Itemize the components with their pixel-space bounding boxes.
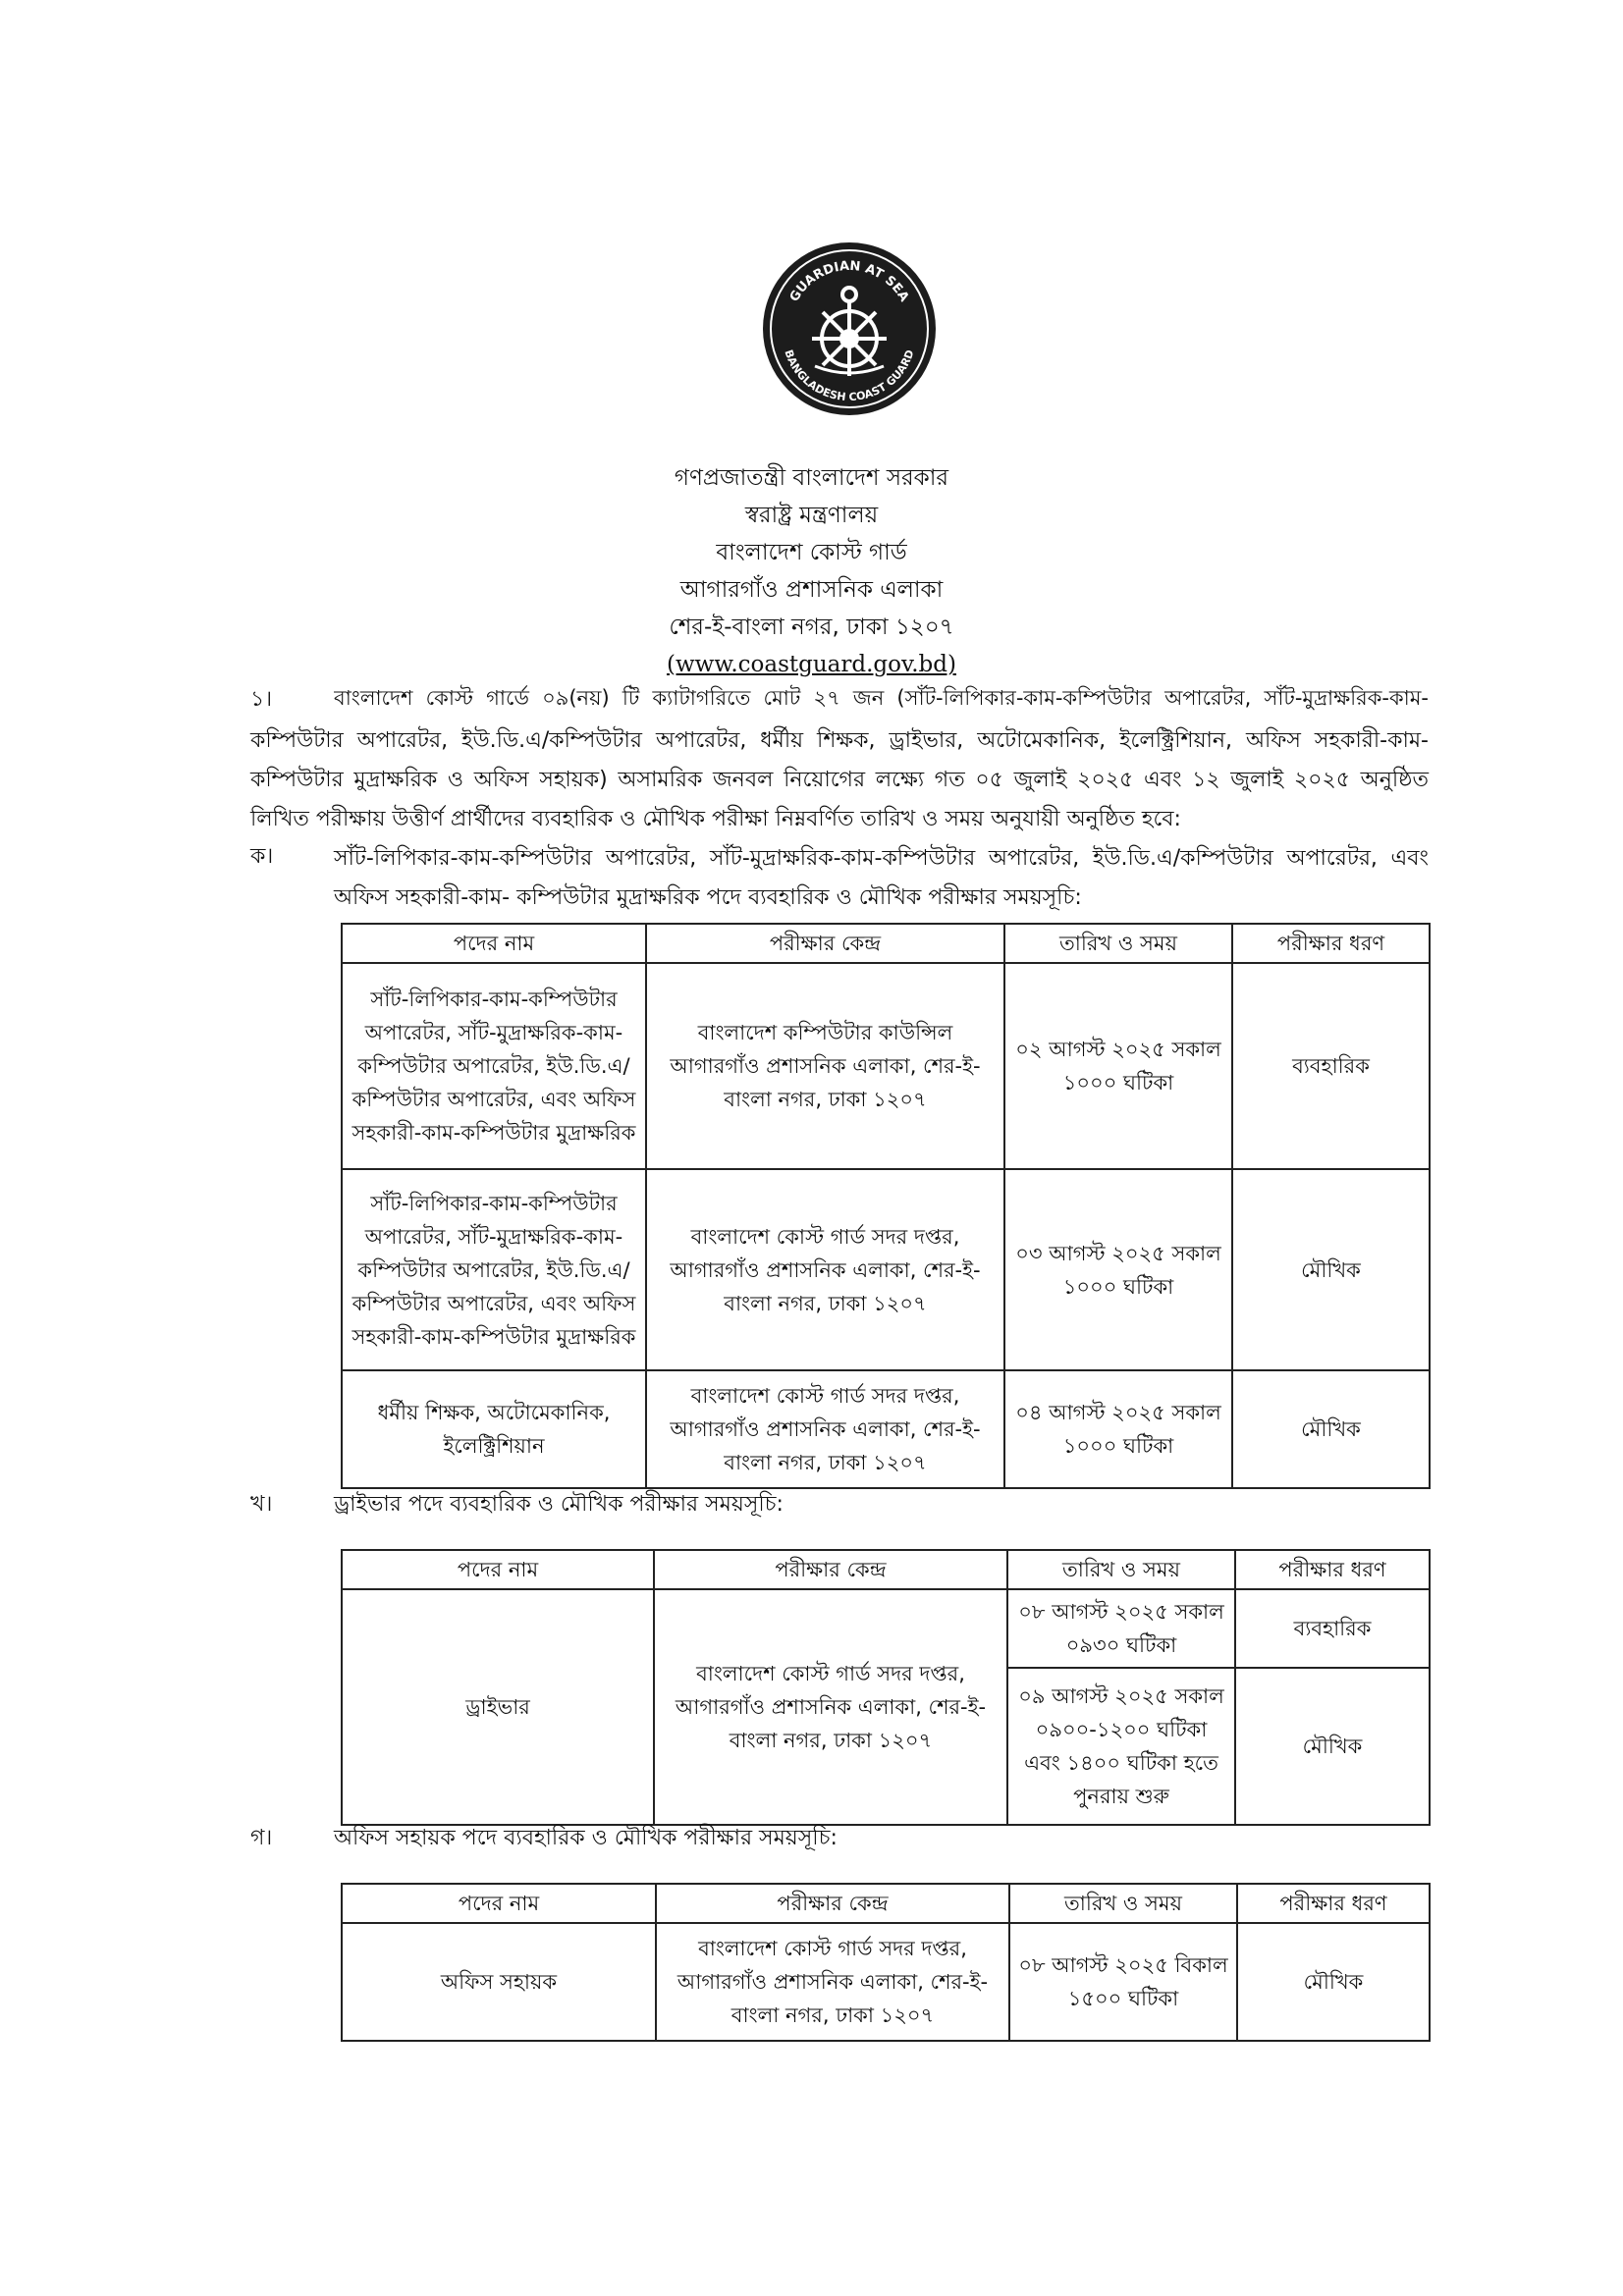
- cell-datetime: ০৩ আগস্ট ২০২৫ সকাল ১০০০ ঘটিকা: [1004, 1169, 1232, 1370]
- cell-type: মৌখিক: [1237, 1923, 1430, 2041]
- col-center: পরীক্ষার কেন্দ্র: [654, 1550, 1007, 1589]
- table-row: [342, 1589, 1430, 1668]
- table-row: [342, 1370, 1430, 1488]
- schedule-table-ka: [341, 923, 1431, 1489]
- section-kha-marker: খ।: [250, 1492, 273, 1517]
- cell-datetime: ০৮ আগস্ট ২০২৫ সকাল ০৯৩০ ঘটিকা: [1007, 1589, 1235, 1668]
- cell-type: মৌখিক: [1235, 1668, 1430, 1825]
- schedule-table-kha: [341, 1549, 1431, 1826]
- para1-marker: ১।: [250, 687, 273, 712]
- para1-body: কম্পিউটার অপারেটর, ইউ.ডি.এ/কম্পিউটার অপারেটর, ধর্মীয় শিক্ষক, ড্রাইভার, অটোমেকানিক, ইলেক্ট্রিশিয়ান, অফিস সহকারী-কাম-কম্পিউটার মুদ্রাক্ষরিক ও অফিস সহায়ক) অসামরিক জনবল নিয়োগের লক্ষ্যে গত ০৫ জুলাই ২০২৫ এবং ১২ জুলাই ২০২৫ অনুষ্ঠিত লিখিত পরীক্ষায় উত্তীর্ণ প্রার্থীদের ব্যবহারিক ও মৌখিক পরীক্ষা নিম্নবর্ণিত তারিখ ও সময় অনুযায়ী অনুষ্ঠিত হবে:: [250, 728, 1429, 831]
- cell-type: মৌখিক: [1232, 1370, 1430, 1488]
- ministry-name: স্বরাষ্ট্র মন্ত্রণালয়: [744, 503, 879, 528]
- col-datetime: তারিখ ও সময়: [1007, 1550, 1235, 1589]
- government-name: গণপ্রজাতন্ত্রী বাংলাদেশ সরকার: [674, 465, 949, 491]
- table-header-row: [342, 1884, 1430, 1923]
- cell-center: বাংলাদেশ কোস্ট গার্ড সদর দপ্তর, আগারগাঁও প্রশাসনিক এলাকা, শের-ই-বাংলা নগর, ঢাকা ১২০৭: [646, 1370, 1004, 1488]
- address-line-2: শের-ই-বাংলা নগর, ঢাকা ১২০৭: [669, 614, 954, 640]
- logo-top-text: GUARDIAN AT SEA: [786, 258, 912, 305]
- organization-name: বাংলাদেশ কোস্ট গার্ড: [716, 540, 907, 565]
- table-header-row: [342, 1550, 1430, 1589]
- cell-post: ড্রাইভার: [342, 1589, 654, 1825]
- cell-post: ধর্মীয় শিক্ষক, অটোমেকানিক, ইলেক্ট্রিশিয়ান: [342, 1370, 646, 1488]
- table-row: [342, 963, 1430, 1169]
- table-row: [342, 1169, 1430, 1370]
- col-type: পরীক্ষার ধরণ: [1237, 1884, 1430, 1923]
- col-center: পরীক্ষার কেন্দ্র: [656, 1884, 1009, 1923]
- coast-guard-logo: [761, 240, 938, 417]
- section-ka-marker: ক।: [250, 844, 274, 869]
- cell-type: ব্যবহারিক: [1235, 1589, 1430, 1668]
- section-kha-text: ড্রাইভার পদে ব্যবহারিক ও মৌখিক পরীক্ষার সময়সূচি:: [334, 1492, 784, 1517]
- col-datetime: তারিখ ও সময়: [1004, 924, 1232, 963]
- cell-datetime: ০৮ আগস্ট ২০২৫ বিকাল ১৫০০ ঘটিকা: [1009, 1923, 1237, 2041]
- cell-center: বাংলাদেশ কোস্ট গার্ড সদর দপ্তর, আগারগাঁও প্রশাসনিক এলাকা, শের-ই-বাংলা নগর, ঢাকা ১২০৭: [646, 1169, 1004, 1370]
- col-datetime: তারিখ ও সময়: [1009, 1884, 1237, 1923]
- website-link[interactable]: (www.coastguard.gov.bd): [667, 652, 956, 677]
- logo-bottom-text: BANGLADESH COAST GUARD: [782, 347, 917, 404]
- cell-post: সাঁট-লিপিকার-কাম-কম্পিউটার অপারেটর, সাঁট-মুদ্রাক্ষরিক-কাম-কম্পিউটার অপারেটর, ইউ.ডি.এ/কম্পিউটার অপারেটর, এবং অফিস সহকারী-কাম-কম্পিউটার মুদ্রাক্ষরিক: [342, 1169, 646, 1370]
- col-center: পরীক্ষার কেন্দ্র: [646, 924, 1004, 963]
- letterhead: [0, 459, 1623, 683]
- cell-center: বাংলাদেশ কম্পিউটার কাউন্সিল আগারগাঁও প্রশাসনিক এলাকা, শের-ই-বাংলা নগর, ঢাকা ১২০৭: [646, 963, 1004, 1169]
- cell-post: সাঁট-লিপিকার-কাম-কম্পিউটার অপারেটর, সাঁট-মুদ্রাক্ষরিক-কাম-কম্পিউটার অপারেটর, ইউ.ডি.এ/কম্পিউটার অপারেটর, এবং অফিস সহকারী-কাম-কম্পিউটার মুদ্রাক্ষরিক: [342, 963, 646, 1169]
- table-row: [342, 1923, 1430, 2041]
- section-ga-marker: গ।: [250, 1826, 273, 1850]
- section-ka-text: সাঁট-লিপিকার-কাম-কম্পিউটার অপারেটর, সাঁট-মুদ্রাক্ষরিক-কাম-কম্পিউটার অপারেটর, ইউ.ডি.এ/কম্পিউটার অপারেটর, এবং অফিস সহকারী-কাম- কম্পিউটার মুদ্রাক্ষরিক পদে ব্যবহারিক ও মৌখিক পরীক্ষার সময়সূচি:: [334, 846, 1429, 910]
- para1-first-line: বাংলাদেশ কোস্ট গার্ডে ০৯(নয়) টি ক্যাটাগরিতে মোট ২৭ জন (সাঁট-লিপিকার-কাম-কম্পিউটার অপারেটর, সাঁট-মুদ্রাক্ষরিক-কাম-: [334, 686, 1429, 710]
- cell-center: বাংলাদেশ কোস্ট গার্ড সদর দপ্তর, আগারগাঁও প্রশাসনিক এলাকা, শের-ই-বাংলা নগর, ঢাকা ১২০৭: [654, 1589, 1007, 1825]
- schedule-table-ga: [341, 1883, 1431, 2042]
- col-post: পদের নাম: [342, 1884, 656, 1923]
- col-post: পদের নাম: [342, 924, 646, 963]
- cell-datetime: ০৪ আগস্ট ২০২৫ সকাল ১০০০ ঘটিকা: [1004, 1370, 1232, 1488]
- col-post: পদের নাম: [342, 1550, 654, 1589]
- cell-type: মৌখিক: [1232, 1169, 1430, 1370]
- address-line-1: আগারগাঁও প্রশাসনিক এলাকা: [679, 577, 944, 603]
- section-ga-text: অফিস সহায়ক পদে ব্যবহারিক ও মৌখিক পরীক্ষার সময়সূচি:: [334, 1826, 838, 1850]
- cell-center: বাংলাদেশ কোস্ট গার্ড সদর দপ্তর, আগারগাঁও প্রশাসনিক এলাকা, শের-ই-বাংলা নগর, ঢাকা ১২০৭: [656, 1923, 1009, 2041]
- col-type: পরীক্ষার ধরণ: [1235, 1550, 1430, 1589]
- cell-post: অফিস সহায়ক: [342, 1923, 656, 2041]
- col-type: পরীক্ষার ধরণ: [1232, 924, 1430, 963]
- cell-datetime: ০২ আগস্ট ২০২৫ সকাল ১০০০ ঘটিকা: [1004, 963, 1232, 1169]
- cell-datetime: ০৯ আগস্ট ২০২৫ সকাল ০৯০০-১২০০ ঘটিকা এবং ১৪০০ ঘটিকা হতে পুনরায় শুরু: [1007, 1668, 1235, 1825]
- table-header-row: [342, 924, 1430, 963]
- cell-type: ব্যবহারিক: [1232, 963, 1430, 1169]
